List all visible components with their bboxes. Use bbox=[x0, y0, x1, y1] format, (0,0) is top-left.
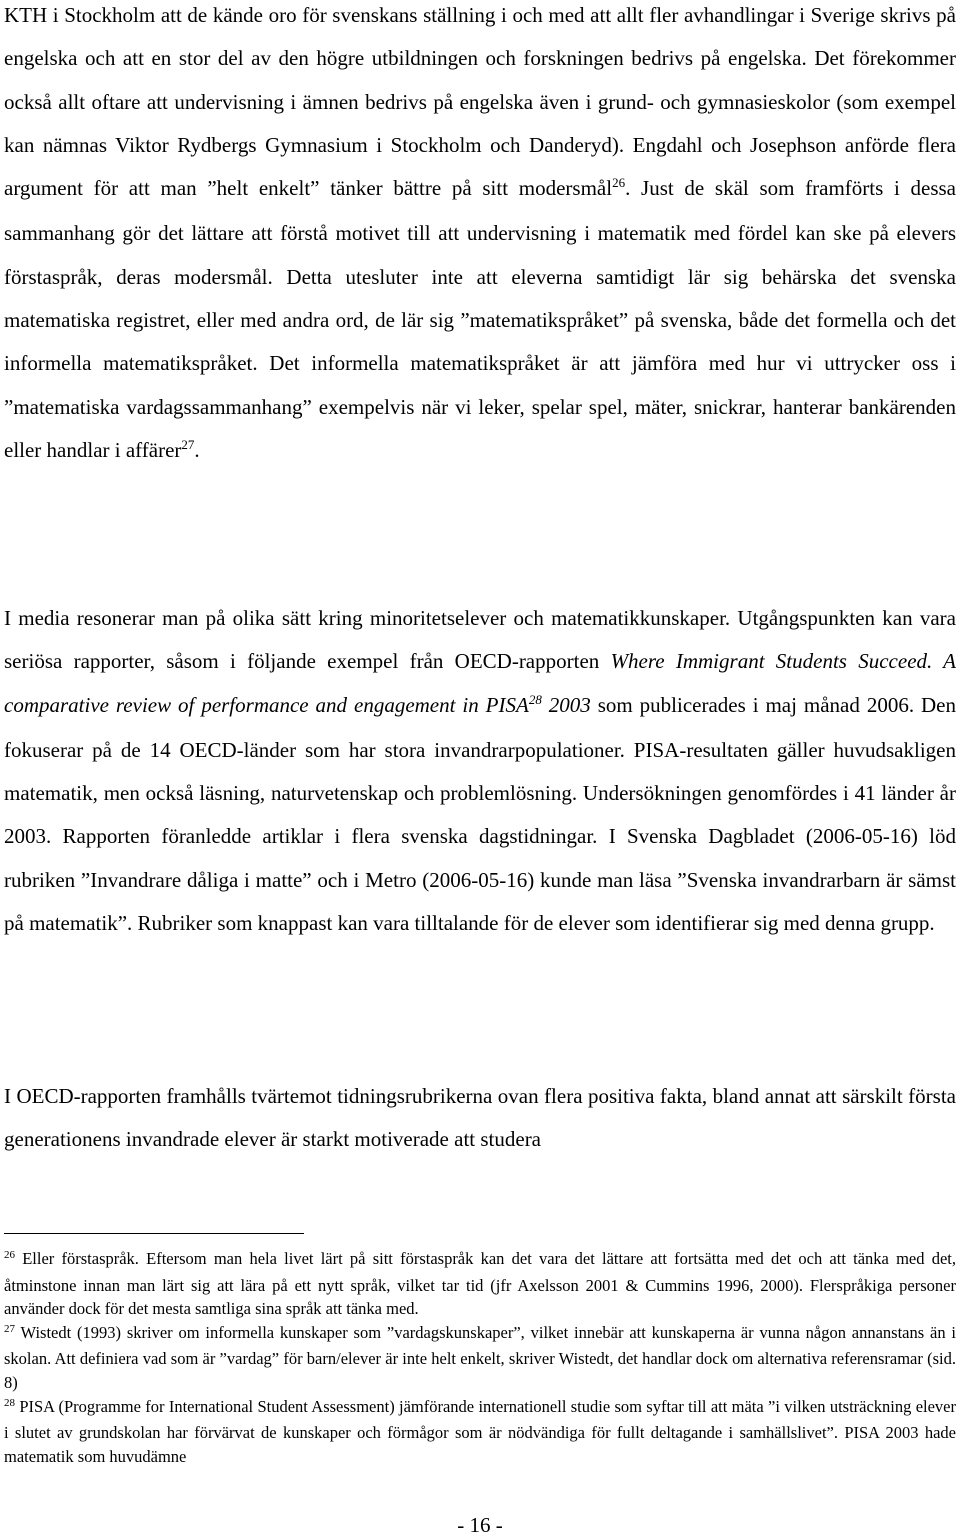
footnote-reference: 26 bbox=[612, 175, 626, 191]
footnote-marker: 27 bbox=[4, 1322, 15, 1335]
body-paragraph-3 bbox=[4, 1075, 956, 1162]
footnote-text: Eller förstaspråk. Eftersom man hela livet lärt på sitt förstaspråk kan det vara det lättare att fortsätta med det och att tänka med det, åtminstone innan man lärt sig att lära på ett nytt språk, vilket tar tid (jfr Axelsson 2001 & Cummins 1996, 2000). Flerspråkiga personer använder dock för det mesta samtliga sina språk att tänka med. bbox=[4, 1249, 956, 1319]
footnote-marker: 28 bbox=[4, 1396, 15, 1409]
page-number: - 16 - bbox=[457, 1513, 503, 1537]
body-paragraph-2 bbox=[4, 597, 956, 945]
footnote-28 bbox=[4, 1395, 956, 1469]
footnote-separator bbox=[4, 1233, 304, 1234]
text-run: som publicerades i maj månad 2006. Den fokuserar på de 14 OECD-länder som har stora invandrarpopulationer. PISA-resultaten gäller huvudsakligen matematik, men också läsning, naturvetenskap och problemlösning. Undersökningen genomfördes i 41 länder år 2003. Rapporten föranledde artiklar i flera svenska dagstidningar. I Svenska Dagbladet (2006-05-16) löd rubriken ”Invandrare dåliga i matte” och i Metro (2006-05-16) kunde man läsa ”Svenska invandrarbarn är sämst på matematik”. Rubriker som knappast kan vara tilltalande för de elever som identifierar sig med denna grupp. bbox=[4, 692, 956, 936]
italic-text-run: 2003 bbox=[541, 692, 591, 717]
body-paragraph-1 bbox=[4, 0, 956, 474]
italic-text-run: Where Immigrant Students Succeed. A comparative review of performance and engagement in PISA bbox=[4, 649, 956, 717]
footnote-reference: 28 bbox=[528, 691, 542, 707]
text-run: I media resonerar man på olika sätt kring minoritetselever och matematikkunskaper. Utgångspunkten kan vara seriösa rapporter, såsom i följande exempel från OECD-rapporten bbox=[4, 606, 956, 674]
text-run: KTH i Stockholm att de kände oro för svenskans ställning i och med att allt fler avhandlingar i Sverige skrivs på engelska och att en stor del av den högre utbildningen och forskningen bedrivs på engelska. Det förekommer också allt oftare att undervisning i ämnen bedrivs på engelska även i grund- och gymnasieskolor (som exempel kan nämnas Viktor Rydbergs Gymnasium i Stockholm och Danderyd). Engdahl och Josephson anförde flera argument för att man ”helt enkelt” tänker bättre på sitt modersmål bbox=[4, 3, 956, 201]
footnote-reference: 27 bbox=[181, 436, 195, 452]
footnote-text: PISA (Programme for International Student Assessment) jämförande internationell studie som syftar till att mäta ”i vilken utsträckning elever i slutet av grundskolan har förvärvat de kunskaper och förmågor som är nödvändiga för fullt deltagande i samhällslivet”. PISA 2003 hade matematik som huvudämne bbox=[4, 1396, 956, 1466]
footnote-27 bbox=[4, 1321, 956, 1395]
footnote-marker: 26 bbox=[4, 1249, 15, 1261]
text-run: . bbox=[194, 437, 200, 462]
text-run: . Just de skäl som framförts i dessa sammanhang gör det lättare att förstå motivet till att undervisning i matematik med fördel kan ske på elevers förstaspråk, deras modersmål. Detta utesluter inte att eleverna samtidigt lär sig behärska det svenska matematiska registret, eller med andra ord, de lär sig ”matematikspråket” på svenska, både det formella och det informella matematikspråket. Det informella matematikspråket är att jämföra med hur vi uttrycker oss i ”matematiska vardagssammanhang” exempelvis när vi leker, spelar spel, mäter, snickrar, hanterar bankärenden eller handlar i affärer bbox=[4, 176, 957, 462]
footnote-26 bbox=[4, 1247, 956, 1321]
footnotes bbox=[4, 1247, 956, 1468]
text-run: I OECD-rapporten framhålls tvärtemot tidningsrubrikerna ovan flera positiva fakta, bland annat att särskilt första generationens invandrade elever är starkt motiverade att studera bbox=[4, 1084, 956, 1152]
footnote-text: Wistedt (1993) skriver om informella kunskaper som ”vardagskunskaper”, vilket innebär att kunskaperna är vunna någon annanstans än i skolan. Att definiera vad som är ”vardag” för barn/elever är inte helt enkelt, skriver Wistedt, det handlar dock om alternativa referensramar (sid. 8) bbox=[4, 1322, 956, 1392]
